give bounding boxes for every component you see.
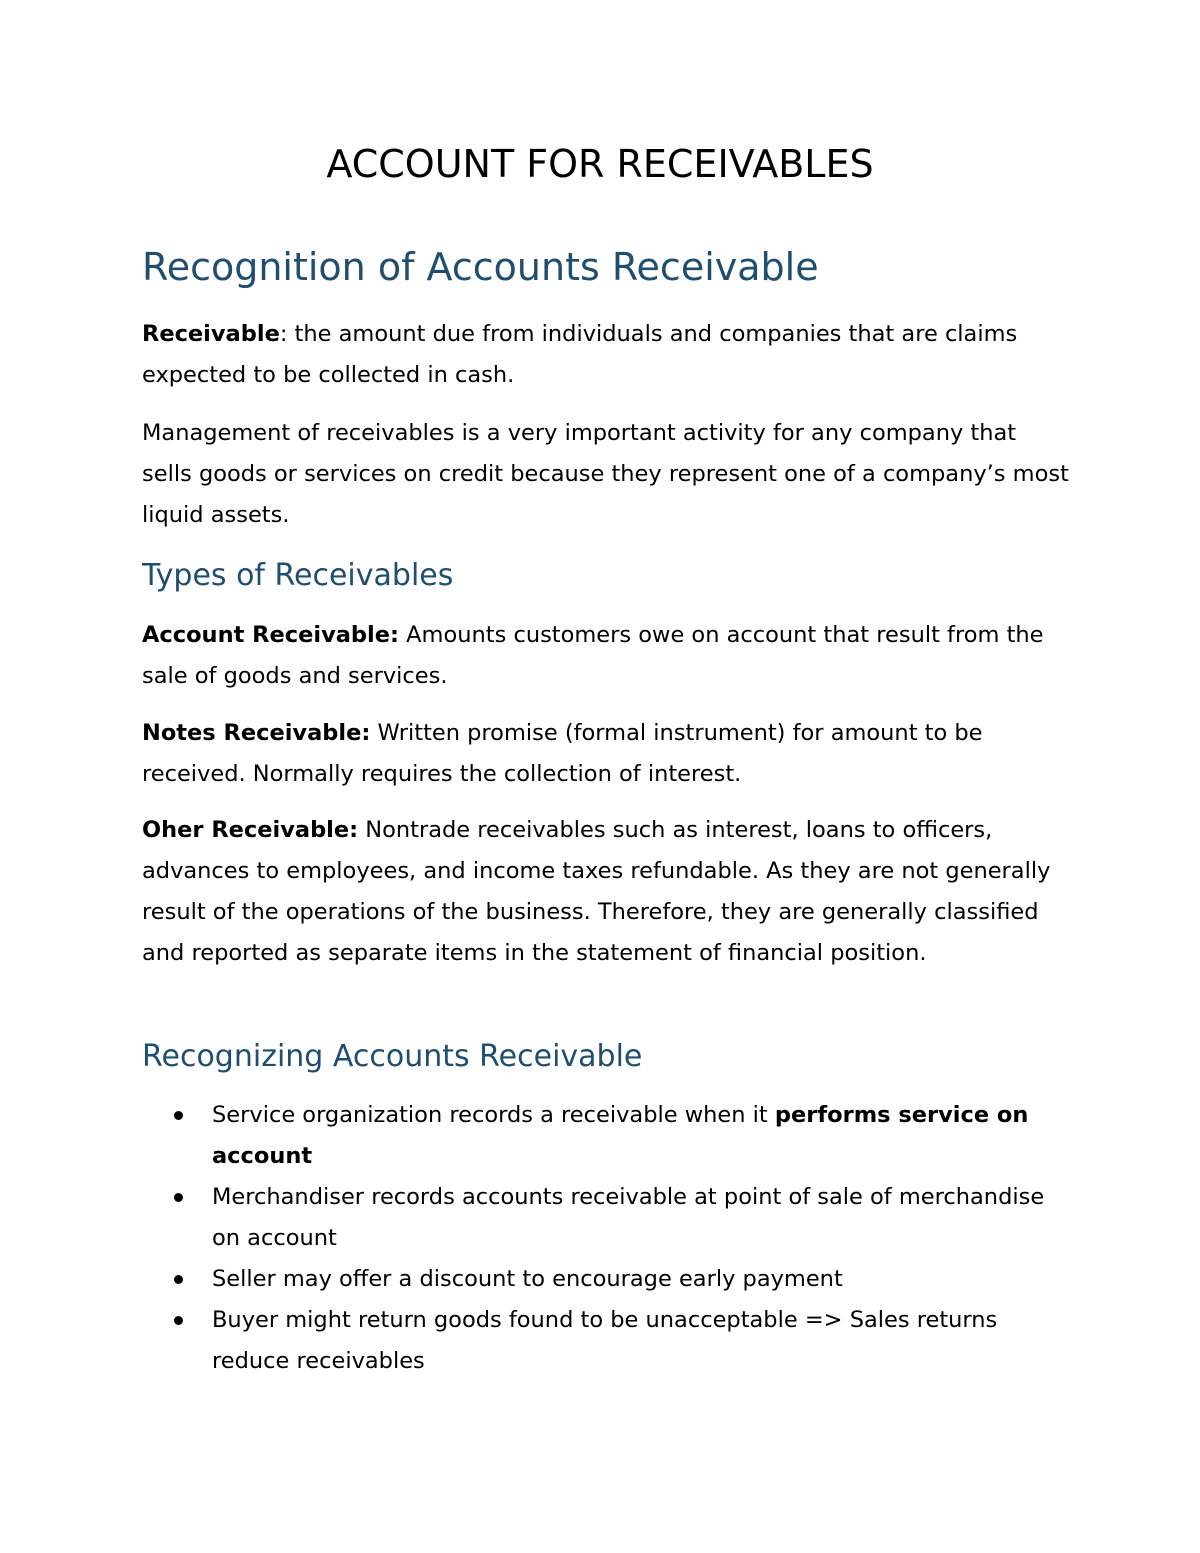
bullet-icon [174,1193,183,1202]
section-heading-recognition: Recognition of Accounts Receivable [142,245,819,289]
list-item [142,1177,1072,1259]
bullet-icon [174,1111,183,1120]
list-item-text: Buyer might return goods found to be unacceptable => Sales returns reduce receivables [212,1307,998,1374]
type-description: Written promise (formal instrument) for amount to be received. Normally requires the collection of interest. [142,720,983,787]
section-heading-recognizing: Recognizing Accounts Receivable [142,1039,643,1074]
list-item-text: Service organization records a receivable when it [212,1102,775,1128]
definition-text: : the amount due from individuals and companies that are claims expected to be collected in cash. [142,321,1018,388]
list-item [142,1095,1072,1177]
type-other-receivable [142,810,1072,974]
list-item [142,1259,1072,1300]
bullet-list [142,1095,1072,1382]
paragraph-receivable-definition [142,314,1072,396]
term-notes-receivable: Notes Receivable: [142,720,371,746]
bullet-icon [174,1316,183,1325]
list-item-text: Seller may offer a discount to encourage early payment [212,1266,843,1292]
list-item [142,1300,1072,1382]
section-heading-types: Types of Receivables [142,558,454,593]
type-description: Amounts customers owe on account that result from the sale of goods and services. [142,622,1044,689]
list-item-text: Merchandiser records accounts receivable at point of sale of merchandise on account [212,1184,1045,1251]
list-item-emphasis: performs service on account [212,1102,1029,1169]
term-receivable: Receivable [142,321,280,347]
type-account-receivable [142,615,1072,697]
type-notes-receivable [142,713,1072,795]
term-other-receivable: Oher Receivable: [142,817,359,843]
term-account-receivable: Account Receivable: [142,622,399,648]
bullet-icon [174,1275,183,1284]
type-description: Nontrade receivables such as interest, loans to officers, advances to employees, and income taxes refundable. As they are not generally result of the operations of the business. Therefore, they are generally classified and reported as separate items in the statement of financial position. [142,817,1051,966]
paragraph-management: Management of receivables is a very important activity for any company that sells goods or services on credit because they represent one of a company’s most liquid assets. [142,420,1069,528]
document-title: ACCOUNT FOR RECEIVABLES [326,142,874,186]
